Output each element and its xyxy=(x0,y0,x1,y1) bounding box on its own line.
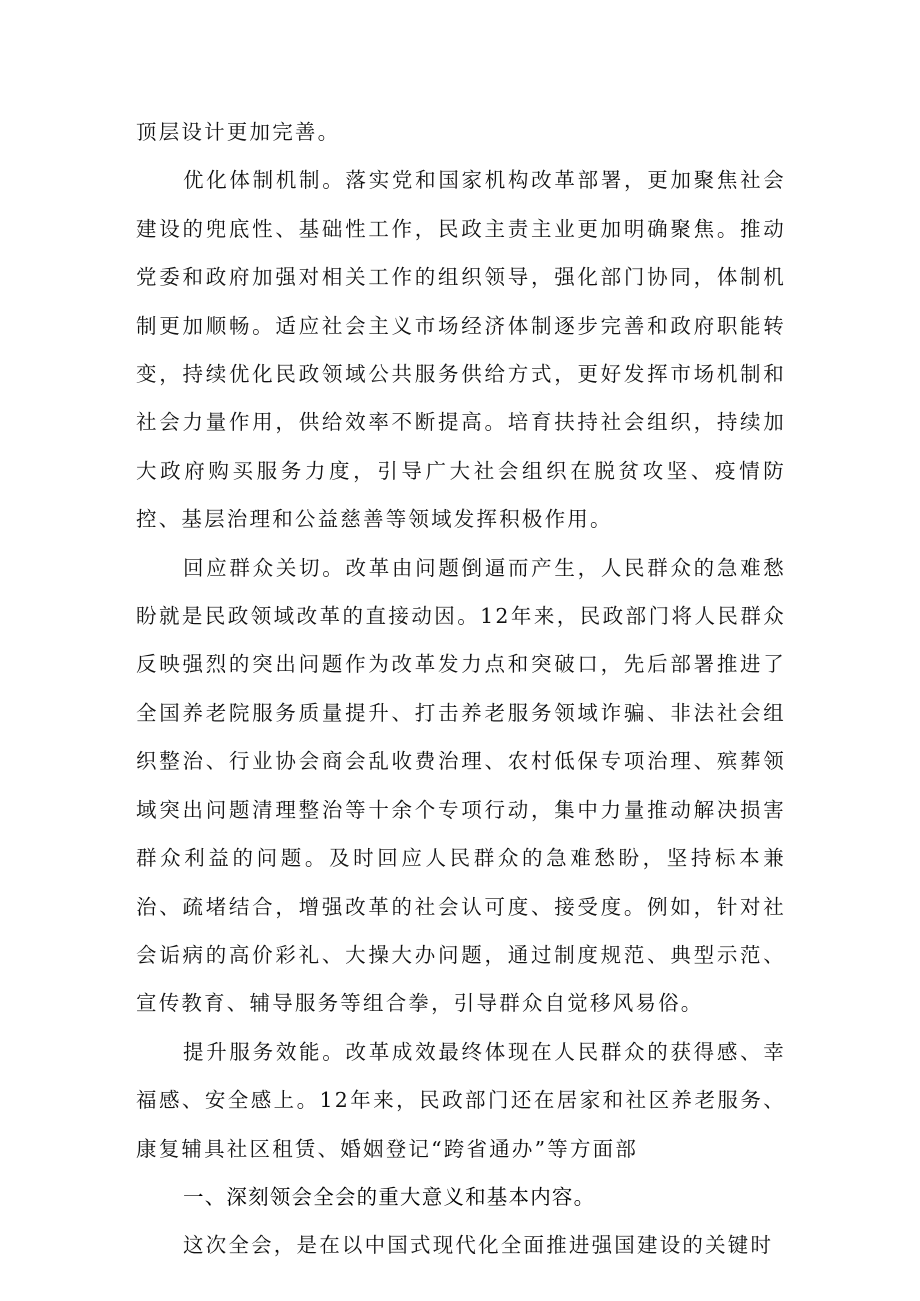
document-body xyxy=(136,108,786,1270)
paragraph-respond-public-concerns: 回应群众关切。改革由问题倒逼而产生，人民群众的急难愁盼就是民政领域改革的直接动因。12年来，民政部门将人民群众反映强烈的突出问题作为改革发力点和突破口，先后部署推进了全国养老院服务质量提升、打击养老服务领域诈骗、非法社会组织整治、行业协会商会乱收费治理、农村低保专项治理、殡葬领域突出问题清理整治等十余个专项行动，集中力量推动解决损害群众利益的问题。及时回应人民群众的急难愁盼，坚持标本兼治、疏堵结合，增强改革的社会认可度、接受度。例如，针对社会诟病的高价彩礼、大操大办问题，通过制度规范、典型示范、宣传教育、辅导服务等组合拳，引导群众自觉移风易俗。 xyxy=(136,555,786,1016)
paragraph-improve-service-efficiency: 提升服务效能。改革成效最终体现在人民群众的获得感、幸福感、安全感上。12年来，民政部门还在居家和社区养老服务、康复辅具社区租赁、婚姻登记“跨省通办”等方面部 xyxy=(136,1039,786,1161)
paragraph-top-level-design: 顶层设计更加完善。 xyxy=(136,120,341,144)
paragraph-optimize-system: 优化体制机制。落实党和国家机构改革部署，更加聚焦社会建设的兜底性、基础性工作，民政主责主业更加明确聚焦。推动党委和政府加强对相关工作的组织领导，强化部门协同，体制机制更加顺畅。适应社会主义市场经济体制逐步完善和政府职能转变，持续优化民政领域公共服务供给方式，更好发挥市场机制和社会力量作用，供给效率不断提高。培育扶持社会组织，持续加大政府购买服务力度，引导广大社会组织在脱贫攻坚、疫情防控、基层治理和公益慈善等领域发挥积极作用。 xyxy=(136,168,786,532)
section-heading: 一、深刻领会全会的重大意义和基本内容。 xyxy=(183,1184,596,1209)
paragraph-plenary-session: 这次全会，是在以中国式现代化全面推进强国建设的关键时 xyxy=(183,1233,774,1258)
